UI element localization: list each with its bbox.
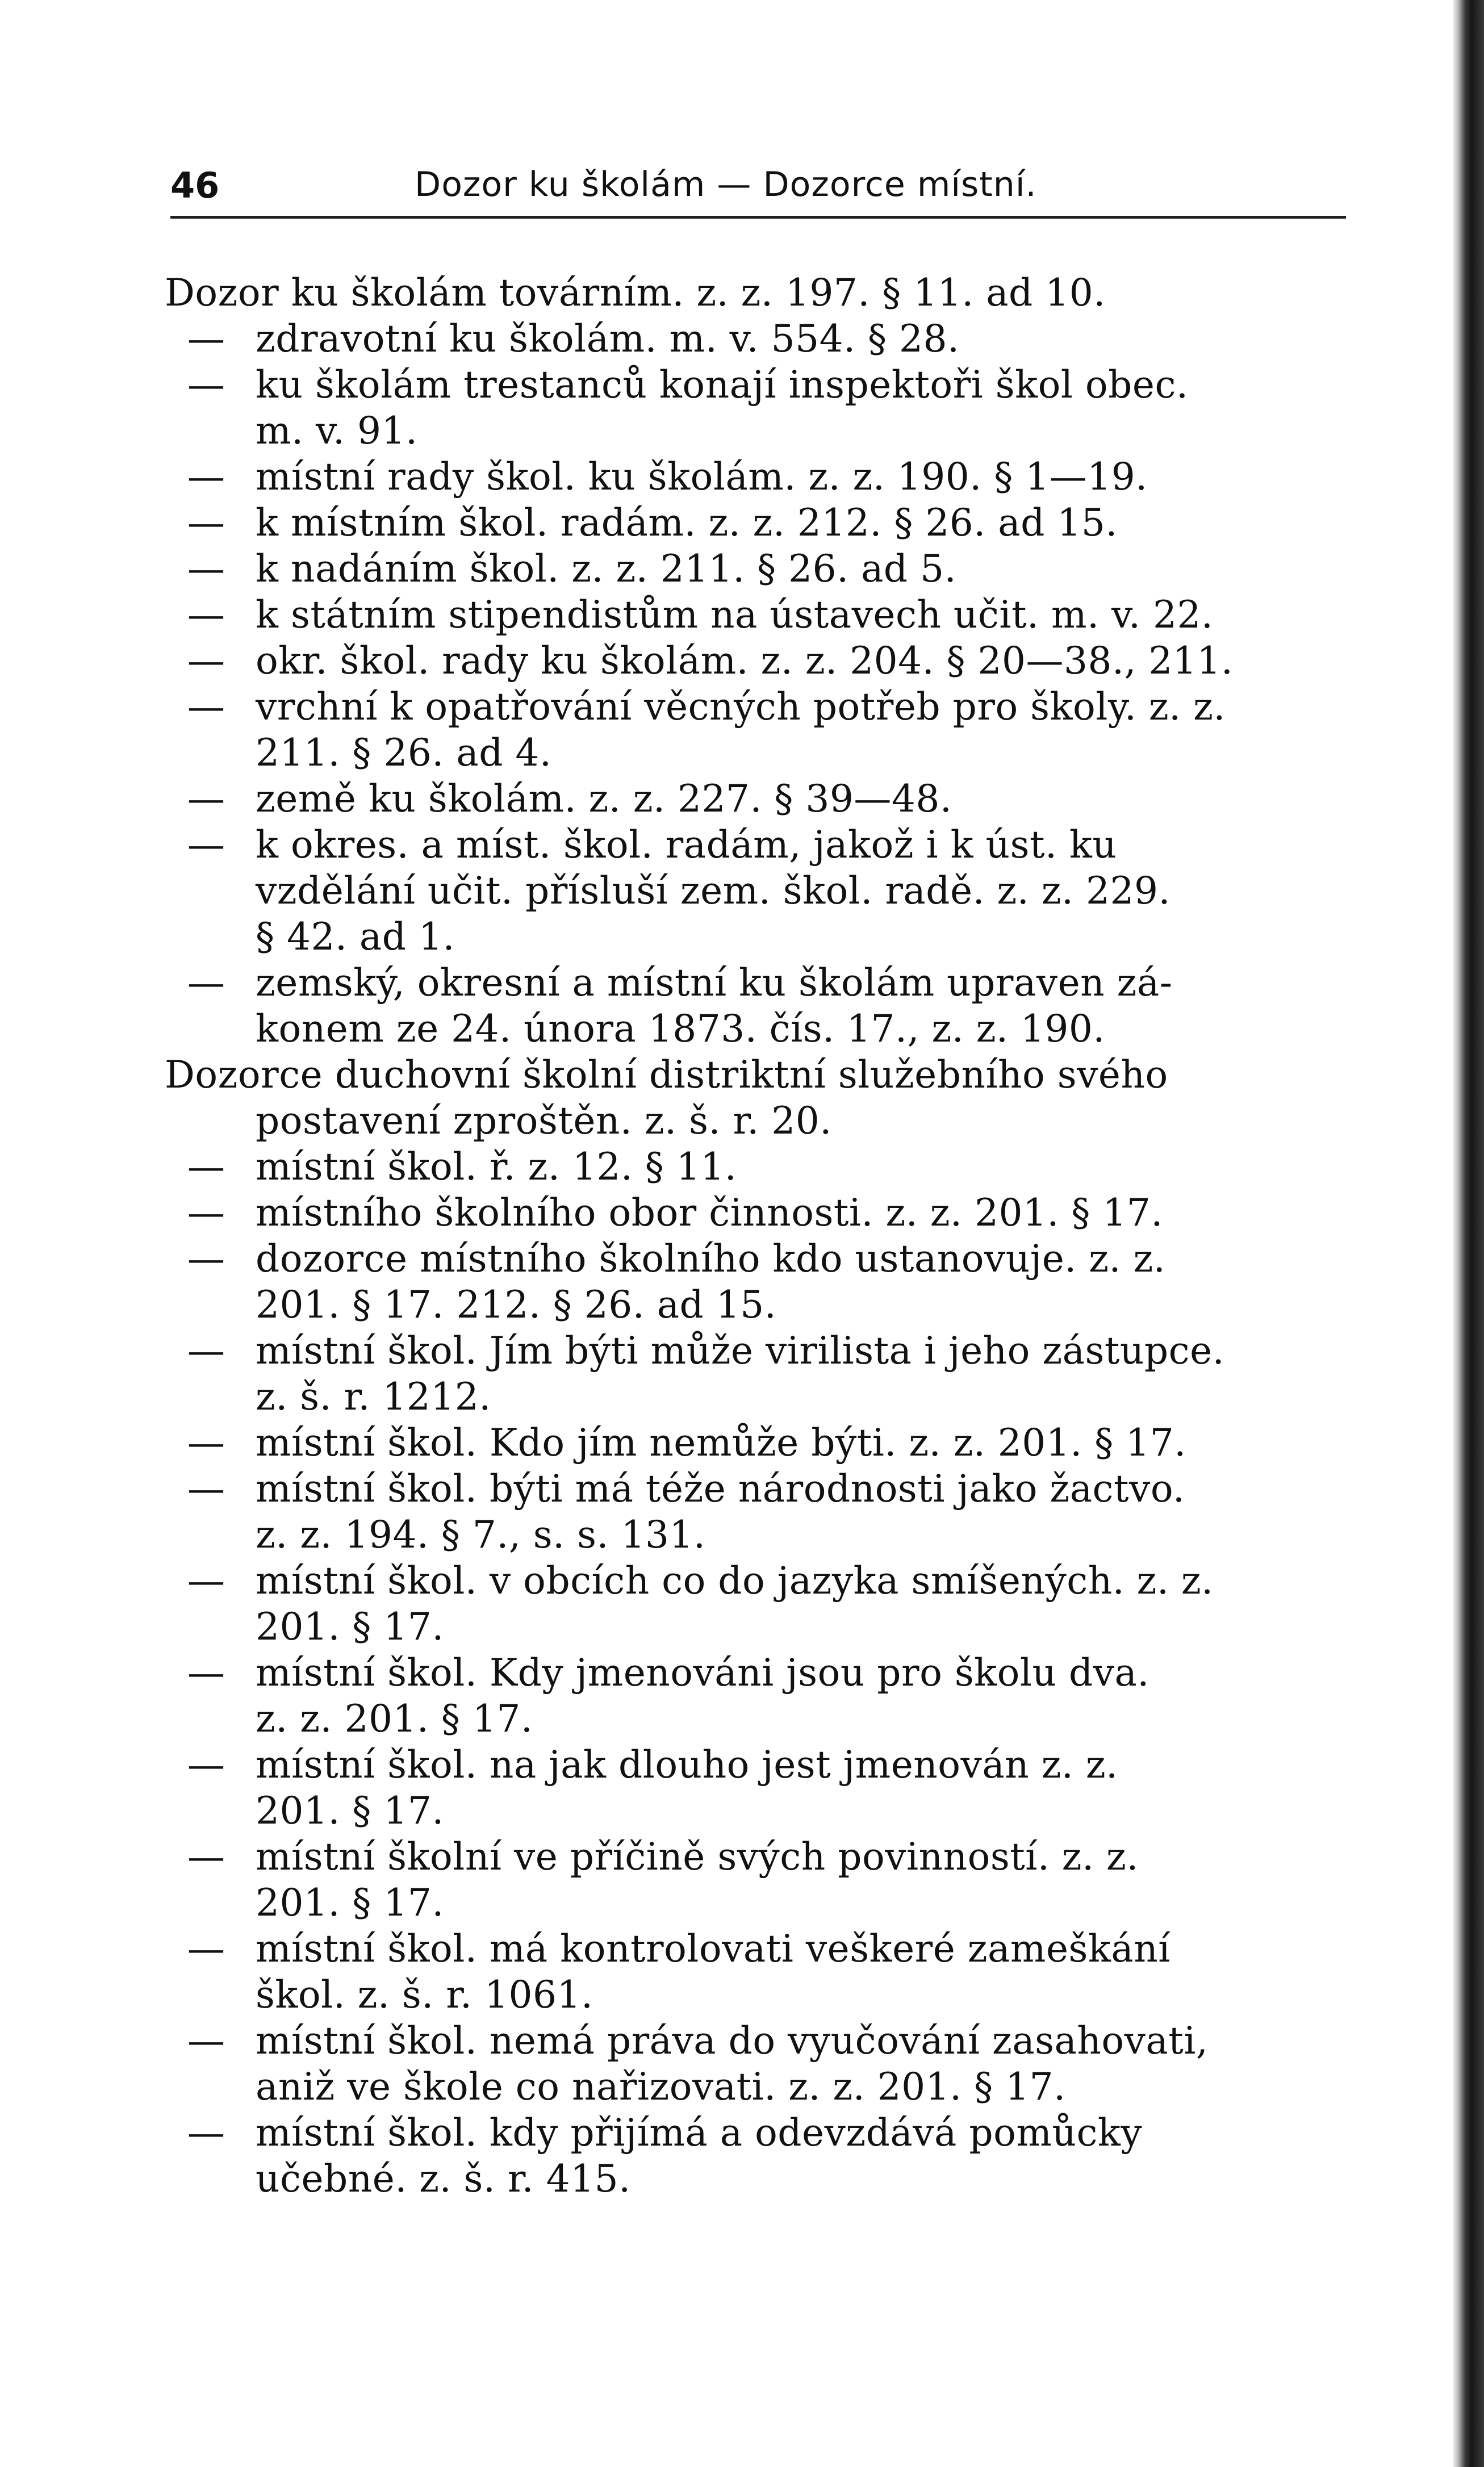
entry-line: k místním škol. radám. z. z. 212. § 26. ad 15.: [256, 501, 1118, 545]
index-entry-sub: [165, 1834, 1363, 1926]
entry-dash: —: [187, 1743, 225, 1787]
entry-line: okr. škol. rady ku školám. z. z. 204. § 20—38., 211.: [256, 639, 1234, 683]
entry-dash: —: [187, 1651, 225, 1695]
entry-dash: —: [187, 1237, 225, 1281]
index-entry-sub: [165, 592, 1363, 638]
index-entry-sub: [165, 546, 1363, 592]
entry-line: místního školního obor činnosti. z. z. 201. § 17.: [256, 1191, 1163, 1235]
index-entry-head: [165, 1052, 1363, 1144]
entry-dash: —: [187, 2019, 225, 2063]
index-entry-sub: [165, 776, 1363, 822]
index-entry-sub: [165, 960, 1363, 1052]
entry-line: 201. § 17.: [256, 1605, 444, 1649]
entry-dash: —: [187, 639, 225, 683]
entry-line: vzdělání učit. přísluší zem. škol. radě. z. z. 229.: [256, 869, 1171, 913]
index-entry-sub: [165, 362, 1363, 454]
entry-line: postavení zproštěn. z. š. r. 20.: [256, 1099, 832, 1143]
index-entry-sub: [165, 454, 1363, 500]
index-entry-sub: [165, 1926, 1363, 2018]
header-rule: [170, 216, 1346, 219]
entry-line: 201. § 17.: [256, 1881, 444, 1925]
entry-line: z. z. 201. § 17.: [256, 1697, 533, 1741]
entry-dash: —: [187, 2111, 225, 2155]
page-number: 46: [170, 165, 220, 206]
entry-dash: —: [187, 777, 225, 821]
entry-line: m. v. 91.: [256, 409, 418, 453]
entry-line: z. š. r. 1212.: [256, 1375, 491, 1419]
entry-line: aniž ve škole co nařizovati. z. z. 201. § 17.: [256, 2065, 1066, 2109]
entry-line: vrchní k opatřování věcných potřeb pro školy. z. z.: [256, 685, 1226, 729]
index-entry-sub: [165, 2018, 1363, 2110]
entry-dash: —: [187, 593, 225, 637]
entry-line: Dozor ku školám továrním. z. z. 197. § 11. ad 10.: [165, 271, 1106, 315]
entry-dash: —: [187, 961, 225, 1005]
entry-line: místní škol. v obcích co do jazyka smíšených. z. z.: [256, 1559, 1214, 1603]
entry-dash: —: [187, 1467, 225, 1511]
index-entries: [165, 270, 1363, 2202]
entry-dash: —: [187, 823, 225, 867]
entry-line: 201. § 17. 212. § 26. ad 15.: [256, 1283, 777, 1327]
entry-dash: —: [187, 685, 225, 729]
entry-line: Dozorce duchovní školní distriktní služebního svého: [165, 1053, 1168, 1097]
entry-dash: —: [187, 363, 225, 407]
entry-line: k státním stipendistům na ústavech učit. m. v. 22.: [256, 593, 1214, 637]
entry-line: 211. § 26. ad 4.: [256, 731, 552, 775]
entry-line: § 42. ad 1.: [256, 915, 455, 959]
index-entry-head: [165, 270, 1363, 316]
page-header: [170, 165, 1346, 216]
entry-dash: —: [187, 1559, 225, 1603]
index-entry-sub: [165, 1650, 1363, 1742]
entry-line: dozorce místního školního kdo ustanovuje. z. z.: [256, 1237, 1166, 1281]
entry-line: místní škol. Kdy jmenováni jsou pro školu dva.: [256, 1651, 1149, 1695]
entry-line: konem ze 24. února 1873. čís. 17., z. z. 190.: [256, 1007, 1105, 1051]
entry-line: zdravotní ku školám. m. v. 554. § 28.: [256, 317, 960, 361]
entry-line: zemský, okresní a místní ku školám upraven zá-: [256, 961, 1173, 1005]
entry-dash: —: [187, 1835, 225, 1879]
entry-dash: —: [187, 455, 225, 499]
entry-dash: —: [187, 547, 225, 591]
entry-line: místní škol. nemá práva do vyučování zasahovati,: [256, 2019, 1209, 2063]
index-entry-sub: [165, 1466, 1363, 1558]
index-entry-sub: [165, 1236, 1363, 1328]
index-entry-sub: [165, 1420, 1363, 1466]
entry-dash: —: [187, 501, 225, 545]
entry-dash: —: [187, 1191, 225, 1235]
index-entry-sub: [165, 638, 1363, 684]
entry-line: k nadáním škol. z. z. 211. § 26. ad 5.: [256, 547, 957, 591]
entry-line: místní škol. má kontrolovati veškeré zameškání: [256, 1927, 1171, 1971]
index-entry-sub: [165, 1558, 1363, 1650]
entry-line: místní škol. Kdo jím nemůže býti. z. z. 201. § 17.: [256, 1421, 1186, 1465]
entry-line: z. z. 194. § 7., s. s. 131.: [256, 1513, 706, 1557]
index-entry-sub: [165, 1742, 1363, 1834]
page-binding-edge: [1453, 0, 1484, 2467]
entry-line: místní škol. kdy přijímá a odevzdává pomůcky: [256, 2111, 1143, 2155]
entry-line: místní škol. ř. z. 12. § 11.: [256, 1145, 737, 1189]
entry-line: místní škol. býti má téže národnosti jako žactvo.: [256, 1467, 1185, 1511]
entry-dash: —: [187, 1329, 225, 1373]
entry-line: místní škol. na jak dlouho jest jmenován z. z.: [256, 1743, 1118, 1787]
entry-dash: —: [187, 317, 225, 361]
index-entry-sub: [165, 500, 1363, 546]
entry-line: místní rady škol. ku školám. z. z. 190. § 1—19.: [256, 455, 1148, 499]
entry-line: země ku školám. z. z. 227. § 39—48.: [256, 777, 952, 821]
entry-line: místní školní ve příčině svých povinností. z. z.: [256, 1835, 1139, 1879]
entry-dash: —: [187, 1421, 225, 1465]
entry-line: učebné. z. š. r. 415.: [256, 2157, 631, 2201]
entry-line: místní škol. Jím býti může virilista i jeho zástupce.: [256, 1329, 1225, 1373]
index-entry-sub: [165, 2110, 1363, 2202]
index-entry-sub: [165, 684, 1363, 776]
entry-line: 201. § 17.: [256, 1789, 444, 1833]
entry-dash: —: [187, 1927, 225, 1971]
index-entry-sub: [165, 1144, 1363, 1190]
index-entry-sub: [165, 1190, 1363, 1236]
index-entry-sub: [165, 1328, 1363, 1420]
entry-line: k okres. a míst. škol. radám, jakož i k úst. ku: [256, 823, 1117, 867]
index-entry-sub: [165, 316, 1363, 362]
entry-line: škol. z. š. r. 1061.: [256, 1973, 593, 2017]
entry-line: ku školám trestanců konají inspektoři škol obec.: [256, 363, 1189, 407]
running-head: Dozor ku školám — Dozorce místní.: [415, 165, 1037, 204]
entry-dash: —: [187, 1145, 225, 1189]
index-entry-sub: [165, 822, 1363, 960]
